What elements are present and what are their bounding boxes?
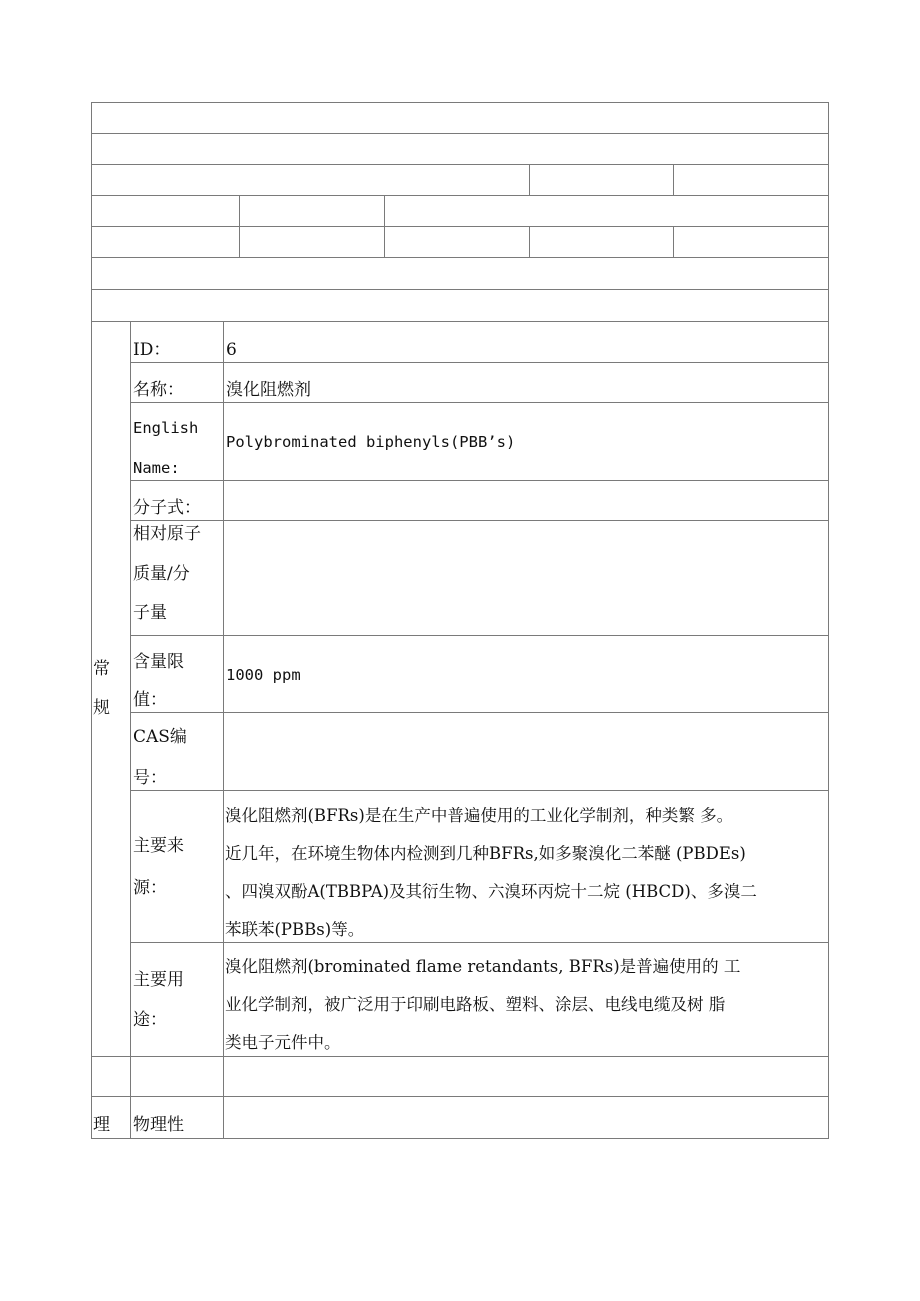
field-value-id: 6 — [226, 340, 237, 360]
usage-line: 溴化阻燃剂(brominated flame retandants, BFRs)是普遍使用的 工 — [225, 957, 741, 976]
field-label-mass: 相对原子 — [133, 524, 201, 544]
field-label-cas: 号： — [133, 768, 167, 788]
field-label-english: Name: — [133, 459, 180, 477]
field-label-mass: 子量 — [133, 603, 167, 623]
field-value-name: 溴化阻燃剂 — [226, 380, 311, 400]
field-label-source: 主要来 — [133, 836, 184, 856]
grid-line — [130, 520, 829, 521]
grid-line — [91, 133, 829, 134]
source-line: 近几年，在环境生物体内检测到几种BFRs,如多聚溴化二苯醚 (PBDEs) — [225, 844, 746, 863]
field-value-source — [225, 797, 827, 949]
grid-line — [130, 712, 829, 713]
field-label-id: ID： — [133, 340, 171, 360]
grid-line — [130, 790, 829, 791]
grid-line — [239, 195, 240, 257]
grid-line — [673, 164, 674, 195]
source-line: 苯联苯(PBBs)等。 — [225, 920, 365, 939]
grid-line — [91, 195, 829, 196]
field-label-physical: 物理性 — [133, 1115, 184, 1135]
grid-line — [91, 164, 829, 165]
field-label-english: English — [133, 419, 199, 437]
grid-line — [130, 402, 829, 403]
grid-line — [91, 289, 829, 290]
field-value-limit: 1000 ppm — [226, 666, 301, 684]
grid-line — [384, 195, 385, 257]
field-label-limit: 含量限 — [133, 652, 184, 672]
grid-line — [673, 226, 674, 257]
field-label-usage: 途： — [133, 1010, 167, 1030]
grid-line — [130, 321, 131, 1139]
field-label-formula: 分子式： — [133, 498, 201, 518]
source-line: 、四溴双酚A(TBBPA)及其衍生物、六溴环丙烷十二烷 (HBCD)、多溴二 — [225, 882, 757, 901]
grid-line — [91, 226, 829, 227]
grid-line — [529, 226, 530, 257]
field-value-english: Polybrominated biphenyls(PBB’s) — [226, 433, 516, 451]
field-value-usage — [225, 948, 827, 1062]
grid-line — [529, 164, 530, 195]
grid-line — [91, 1096, 829, 1097]
grid-line — [130, 362, 829, 363]
field-label-source: 源： — [133, 878, 167, 898]
grid-line — [91, 321, 829, 322]
grid-line — [91, 257, 829, 258]
field-label-mass: 质量/分 — [133, 564, 190, 584]
grid-line — [130, 635, 829, 636]
usage-line: 类电子元件中。 — [225, 1033, 341, 1052]
section-label-general: 常 — [93, 659, 110, 679]
grid-line — [130, 480, 829, 481]
usage-line: 业化学制剂，被广泛用于印刷电路板、塑料、涂层、电线电缆及树 脂 — [225, 995, 726, 1014]
grid-line — [223, 321, 224, 1139]
field-label-usage: 主要用 — [133, 970, 184, 990]
source-line: 溴化阻燃剂(BFRs)是在生产中普遍使用的工业化学制剂，种类繁 多。 — [225, 806, 734, 825]
field-label-name: 名称： — [133, 380, 184, 400]
field-label-cas: CAS编 — [133, 727, 187, 747]
field-label-limit: 值： — [133, 690, 167, 710]
section-label-physical: 理 — [93, 1115, 110, 1135]
section-label-general: 规 — [93, 698, 110, 718]
